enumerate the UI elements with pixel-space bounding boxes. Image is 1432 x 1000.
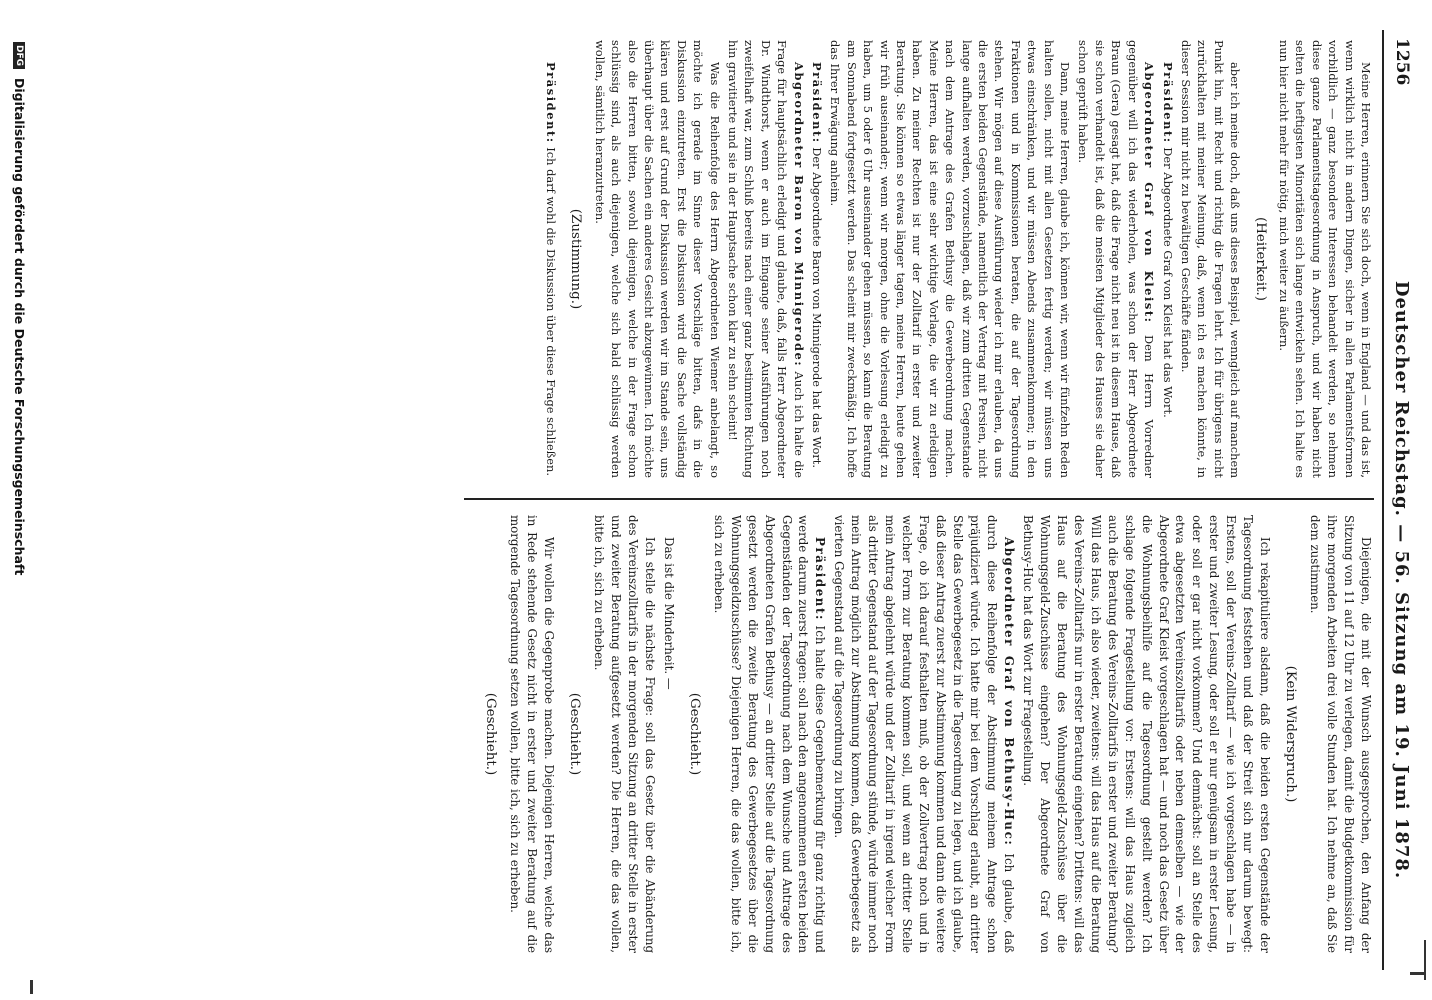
page-header — [1388, 0, 1412, 1000]
scan-mark — [1424, 940, 1426, 980]
speaker-name: Präsident: — [813, 537, 828, 621]
running-title: Deutscher Reichstag. — 56. Sitzung am 19. Juni 1878. — [1391, 280, 1412, 880]
paragraph: aber ich meine doch, daß uns dieses Beispiel, wenngleich auf manchem Punkt hin, mit Recht und richtig die Fragen lehrt. Ich für übrigens nicht zurückhalten mit meiner Meinung, daß, wenn ich es machen könnte, in dieser Session mir nicht zu bewältigen Geschäfte fänden. — [1178, 40, 1243, 478]
stage-direction: (Heiterkeit.) — [1252, 217, 1268, 301]
stage-direction: (Geschieht.) — [567, 692, 583, 776]
stage-direction: (Zustimmung.) — [568, 208, 584, 310]
paragraph: Ich rekapituliere alsdann, daß die beiden ersten Gegenstände der Tagesordnung feststehen und daß der Streit sich nur darum bewegt: Erstens, soll der Vereins-Zolltarif — wie ich vorgeschlagen habe — in erster und zweiter Lesung, oder soll er nur genügsam in erster Lesung, oder soll er gar nicht vorkommen? Und demnächst: soll an Stelle des etwa abgesetzten Vereinszolltarifs oder neben demselben — wie der Abgeordnete Graf Kleist vorgeschlagen hat — und noch das Gesetz über die Wohnungsbeihilfe auf die Tagesordnung gestellt werden? Ich schlage folgende Fragestellung vor: Erstens: will das Haus zugleich auch die Beratung des Vereins-Zolltarifs in erster und zweiter Beratung? Will das Haus, ich also wieder, zweitens: will das Haus auf die Beratung des Vereins-Zolltarifs nur in erster Beratung eingehen? Drittens: will das Haus auf die Beratung des Wohnungsgeld-Zuschüsse über die Wohnungsgeld-Zuschüsse eingehen? Der Abgeordnete Graf von Bethusy-Huc hat das Wort zur Fragestellung. — [1020, 515, 1273, 953]
speech-text: Der Abgeordnete Graf von Kleist hat das Wort. — [1160, 143, 1175, 418]
speaker-name: Abgeordneter Graf von Kleist: — [1142, 62, 1157, 324]
paragraph: Ich stelle die nächste Frage: soll das Gesetz über die Abänderung des Vereinszolltarifs in der morgenden Sitzung an dritter Stelle in erster und zweiter Beratung aufgesetzt werden? Die Herren, die das wollen, bitte ich, sich zu erheben. — [592, 515, 657, 953]
speech-text: Ich glaube, daß durch diese Reihenfolge der Abstimmung meinem Antrage schon präjudiziert würde. Ich hatte mir bei dem Vorschlag erlaubt, an dritter Stelle das Gewerbegesetz in die Tagesordnung zu legen, und ich glaube, daß dieser Antrag zuerst zur Abstimmung kommen und dann die weitere Frage, ob ich darauf festhalten muß, ob der Zollvertrag noch und in welcher Form zur Beratung kommen soll, und wenn an dritter Stelle mein Antrag abgelehnt würde und der Zolltarif in irgend welcher Form als dritter Gegenstand auf der Tagesordnung stünde, würde immer noch mein Antrag möglich zur Abstimmung kommen, daß Gewerbegesetz als vierten Gegenstand auf die Tagesordnung zu bringen. — [832, 515, 1016, 953]
paragraph: Diejenigen, die mit der Wunsch ausgesprochen, den Anfang der Sitzung von 11 auf 12 Uhr zu verlegen, damit die Budgetkommission für ihre morgenden Arbeiten drei volle Stunden hat. Ich nehme an, daß Sie dem zustimmen. — [1308, 515, 1373, 953]
stage-direction: (Geschieht.) — [483, 692, 499, 776]
paragraph — [725, 40, 807, 478]
paragraph — [1159, 40, 1175, 478]
header-rule — [1382, 30, 1384, 970]
stage-direction: (Geschieht.) — [686, 692, 702, 776]
speech-text: Auch ich halte die Frage für hauptsächlich erledigt und glaube, daß, falls Herr Abgeordneter Dr. Windthorst, wenn er auch im Eingange seiner Ausführungen noch zweifelhaft war, zum Schluß bereits nach einer ganz bestimmten Richtung hin gravitierte und sie in der Hauptsache schon klar zu sehn scheint! — [725, 40, 806, 479]
stage-direction: (Kein Widerspruch.) — [1283, 665, 1299, 803]
paragraph: Dann, meine Herren, glaube ich, können wir, wenn wir fünfzehn Reden halten sollen, nicht mit allen Gesetzen fertig werden; wir müssen uns etwas einschränken, und wir müssen Abends zusammenkommen; in den Fraktionen und in Kommissionen beraten, die auf der Tagesordnung stehen. Wir mögen auf diese Ausführung wieder ich mir erlauben, da uns die ersten beiden Gegenstände, namentlich der Vertrag mit Persien, nicht lange aufhalten werden, vorzuschlagen, daß wir zum dritten Gegenstande nach dem Antrage des Grafen Bethusy die Gewerbeordnung machen. Meine Herren, das ist eine sehr wichtige Vorlage, die wir zu erledigen haben. Zu meiner Rechten ist nur der Zolltarif in erster und zweiter Beratung. Sie können so etwas länger tagen, meine Herren, heute gehen wir früh auseinander; wenn wir morgen, ohne die Vorlesung erledigt zu haben, um 5 oder 6 Uhr auseinander gehen müssen, so kann die Beratung am Sonnabend fortgesetzt werden. Das scheint mir zweckmäßig. Ich hoffe das Ihrer Erwägung anheim. — [828, 40, 1073, 478]
paragraph: Was die Reihenfolge des Herrn Abgeordneten Wiemer anbelangt, so möchte ich gerade im Sinne dieser Vorschläge bitten, dafs in die Diskussion einzutreten. Erst die Diskussion wird die Sache vollständig klären und erst auf Grund der Diskussion werden wir im Stande sein, uns überhaupt über die Sachen ein anderes Gesicht abzugewinnen. Ich möchte also die Herren bitten, sowohl diejenigen, welche in der Frage schon schlüssig sind, als auch diejenigen, welche sich bald schlüssig werden wollen, sämtlich heranzutreten. — [592, 40, 722, 478]
page-footer — [7, 0, 27, 1000]
right-column — [473, 515, 1374, 953]
speaker-name: Abgeordneter Baron von Minnigerode: — [791, 62, 806, 368]
left-column — [541, 40, 1375, 478]
paragraph — [710, 515, 829, 953]
speaker-name: Präsident: — [810, 62, 824, 144]
column-divider — [464, 498, 1374, 500]
paragraph: Das ist die Minderheit. — — [661, 537, 676, 690]
speaker-name: Abgeordneter Graf von Bethusy-Huc: — [1001, 537, 1016, 847]
speech-text: Ich darf wohl die Diskussion über diese Frage schließen. — [543, 143, 558, 476]
scan-mark — [30, 980, 33, 994]
paragraph — [1075, 40, 1157, 478]
paragraph: Wir wollen die Gegenprobe machen. Diejenigen Herren, welche das in Rede stehende Gesetz nicht in erster und zweiter Beratung auf die morgende Tagesordnung setzen wollen, bitte ich, sich zu erheben. — [508, 515, 557, 953]
paragraph: Meine Herren, erinnern Sie sich doch, wenn in England — und das ist, wenn wirklich nicht in andern Dingen, sicher in allen Parlamentsformen vorbildlich — ganz besondere Interessen behandelt werden, so nehmen diese ganze Parlamentstagesordnung in Anspruch, und wir haben nicht selten die heftigsten Minoritäten sich lange entwickeln sehen. Ich halte es nun hier nicht mehr für nötig, mich weiter zu äußern. — [1276, 40, 1373, 478]
speaker-name: Präsident: — [543, 62, 558, 144]
page-number: 1256 — [1392, 38, 1412, 86]
paragraph — [543, 40, 559, 478]
speech-text: Der Abgeordnete Baron von Minnigerode hat das Wort. — [810, 143, 824, 468]
dfg-logo: DFG — [13, 42, 25, 69]
speaker-name: Präsident: — [1160, 62, 1175, 144]
paragraph — [809, 40, 825, 478]
speech-text: Dem Herrn Vorredner gegenüber will ich das wiederholen, was schon der Herr Abgeordnete Braun (Gera) gesagt hat, daß die Frage nicht neu ist in diesem Hause, daß sie schon verhandelt ist, daß die meisten Mitglieder des Hauses sie daher schon geprüft haben. — [1076, 40, 1157, 478]
paragraph — [830, 515, 1016, 953]
speech-text: Ich halte diese Gegenbemerkung für ganz richtig und werde darum zuerst fragen: soll nach den angenommenen ersten beiden Gegenständen der Tagesordnung nach dem Wunsche und Antrage des Abgeordneten Grafen Bethusy — an dritter Stelle auf die Tagesordnung gesetzt werden die zweite Beratung des Gewerbegesetzes über die Wohnungsgeldzuschüsse? Diejenigen Herren, die das wollen, bitte ich, sich zu erheben. — [711, 515, 828, 953]
digitization-credit: Digitalisierung gefördert durch die Deutsche Forschungsgemeinschaft — [12, 78, 27, 576]
